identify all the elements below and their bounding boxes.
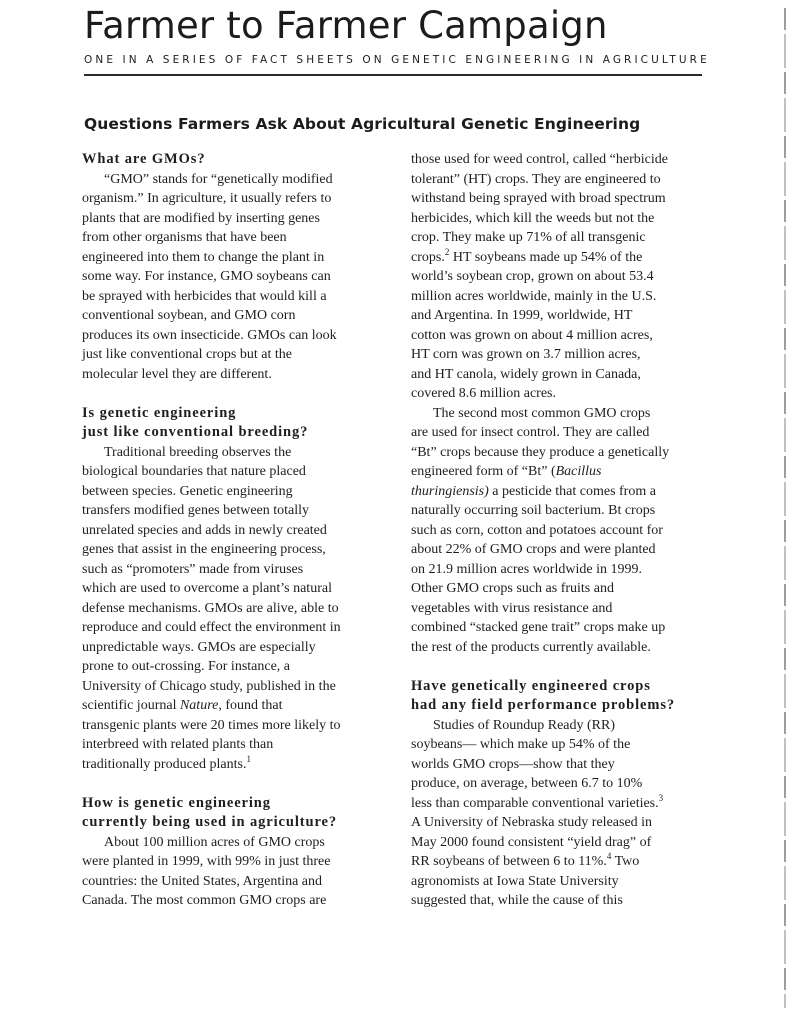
answer-paragraph: “GMO” stands for “genetically modified bbox=[104, 171, 333, 187]
question-current-use: How is genetic engineering currently being used in agriculture? About 100 million acres of GMO crops were planted in 1999, with 99% in just three countries: the United States, Argentina and Canada. The most common GMO crops are bbox=[82, 794, 382, 911]
masthead-title: Farmer to Farmer Campaign bbox=[84, 4, 608, 47]
latin-genus: Bacillus bbox=[555, 464, 602, 479]
answer-paragraph: Traditional breeding observes the bbox=[104, 444, 292, 460]
question-field-performance: Have genetically engineered crops had any field performance problems? Studies of Roundup Ready (RR) soybeans— which make up 54% of the worlds GMO crops—show that they produce, on average, between 6.7 to 10% less than comparable conventional varieties.$^3$ A University of Nebraska study released in May 2000 found consistent “yield drag” of RR soybeans of between 6 to 11%.$^4$ Two agronomists at Iowa State University suggested that, while the cause of this bbox=[411, 677, 711, 911]
question-what-are-gmos: What are GMOs? “GMO” stands for “genetically modified organism.” In agriculture, it usually refers to plants that are modified by inserting genes from other organisms that have been engineered into them to change the plant in some way. For instance, GMO soybeans can be sprayed with herbicides that would kill a conventional soybean, and GMO corn produces its own insecticide. GMOs can look just like conventional crops but at the molecular level they are different. bbox=[82, 150, 382, 384]
answer-paragraph: Studies of Roundup Ready (RR) bbox=[433, 717, 615, 733]
continued-paragraph-ht-crops: those used for weed control, called “herbicide tolerant” (HT) crops. They are engineered to withstand being sprayed with broad spectrum herbicides, which kill the weeds but not the crop. They make up 71% of all transgenic crops.$^2$ HT soybeans made up 54% of the world’s soybean crop, grown on about 53.4 million acres worldwide, mainly in the U.S. and Argentina. In 1999, worldwide, HT cotton was grown on about 4 million acres, HT corn was grown on 3.7 million acres, and HT canola, widely grown in Canada, covered 8.6 million acres. bbox=[411, 152, 668, 401]
footnote-marker: 3 bbox=[658, 792, 664, 803]
section-title: Questions Farmers Ask About Agricultural Genetic Engineering bbox=[84, 115, 641, 133]
question-heading: Is genetic engineering just like conventional breeding? bbox=[82, 404, 309, 440]
question-genetic-vs-conventional: Is genetic engineering just like conventional breeding? Traditional breeding observes the biological boundaries that nature placed between species. Genetic engineering transfers modified genes between totally unrelated species and adds in newly created genes that assist in the engineering process, such as “promoters” made from viruses which are used to overcome a plant’s natural defense mechanisms. GMOs are alive, able to reproduce and could effect the environment in unpredictable ways. GMOs are especially prone to out-crossing. For instance, a University of Chicago study, published in the scientific journal Nature, found that transgenic plants were 20 times more likely to interbreed with related plants than traditionally produced plants.$^1$ bbox=[82, 404, 382, 775]
left-column bbox=[82, 150, 382, 911]
masthead-divider bbox=[84, 74, 702, 76]
footnote-marker: 1 bbox=[246, 753, 251, 764]
latin-species: thuringiensis) bbox=[411, 483, 489, 499]
paragraph-bt-crops: The second most common GMO crops are used for insect control. They are called “Bt” crops because they produce a genetically engineered form of “Bt” (Bacillus thuringiensis) a pesticide that comes from a naturally occurring soil bacterium. Bt crops such as corn, cotton and potatoes account for about 22% of GMO crops and were planted on 21.9 million acres worldwide in 1999. Other GMO crops such as fruits and vegetables with virus resistance and combined “stacked gene trait” crops make up the rest of the products currently available. bbox=[411, 405, 670, 655]
scan-edge-line bbox=[784, 8, 786, 1008]
footnote-marker: 4 bbox=[606, 851, 612, 861]
question-heading: Have genetically engineered crops had any field performance problems? bbox=[411, 677, 676, 713]
masthead-subtitle: ONE IN A SERIES OF FACT SHEETS ON GENETIC ENGINEERING IN AGRICULTURE bbox=[84, 54, 710, 66]
question-heading: What are GMOs? bbox=[82, 151, 206, 167]
footnote-marker: 2 bbox=[444, 246, 450, 257]
answer-paragraph: About 100 million acres of GMO crops bbox=[104, 834, 325, 850]
question-heading: How is genetic engineering currently being used in agriculture? bbox=[82, 794, 338, 830]
journal-name: Nature bbox=[179, 698, 219, 713]
right-column bbox=[411, 150, 711, 911]
